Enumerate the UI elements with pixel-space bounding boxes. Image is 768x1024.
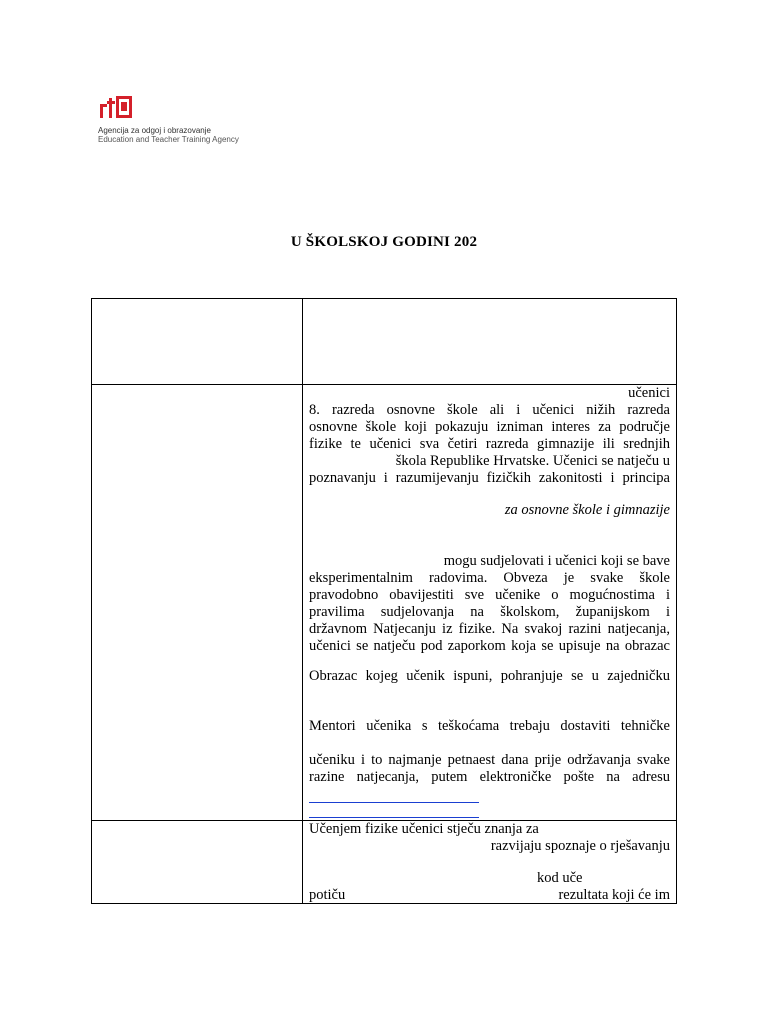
- text-line: učenici se natječu pod zaporkom koja se upisuje na obrazac: [309, 638, 670, 654]
- row2-italic: [309, 502, 670, 519]
- text-line: razine natjecanja, putem elektroničke pošte na adresu: [309, 769, 670, 785]
- aoo-logo-icon: [98, 92, 136, 120]
- row3-line-3: [309, 870, 670, 887]
- row2-paragraph-4b: [309, 752, 670, 786]
- row2-paragraph-2: [309, 553, 670, 655]
- email-link[interactable]: [309, 817, 479, 818]
- text-line: kod uče: [537, 870, 583, 886]
- text-line: mogu sudjelovati i učenici koji se bave: [443, 553, 670, 569]
- row2-content: [309, 385, 670, 487]
- agency-name-en: Education and Teacher Training Agency: [98, 135, 239, 144]
- text-line: eksperimentalnim radovima. Obveza je svake škole: [309, 570, 670, 586]
- column-divider: [302, 299, 303, 903]
- text-line: pravodobno obavijestiti sve učenike o mogućnostima i: [309, 587, 670, 603]
- text-line: škola Republike Hrvatske. Učenici se natječu u: [395, 453, 670, 469]
- document-title: U ŠKOLSKOJ GODINI 202: [290, 234, 478, 250]
- text-line: pravilima sudjelovanja na školskom, županijskom i: [309, 604, 670, 620]
- text-line: Učenjem fizike učenici stječu znanja za: [309, 821, 539, 837]
- text-line: [309, 887, 670, 904]
- text-line: Obrazac kojeg učenik ispuni, pohranjuje se u zajedničku: [309, 668, 670, 684]
- row3-line-4: [309, 887, 670, 904]
- text-line: učeniku i to najmanje petnaest dana prije održavanja svake: [309, 752, 670, 768]
- text-line: poznavanju i razumijevanju fizičkih zakonitosti i principa: [309, 470, 670, 486]
- text-line: Mentori učenika s teškoćama trebaju dostaviti tehničke: [309, 718, 670, 734]
- text-line: za osnovne škole i gimnazije: [504, 502, 670, 518]
- text-line: razvijaju spoznaje o rješavanju: [490, 838, 670, 854]
- text-line: državnom Natjecanju iz fizike. Na svakoj razini natjecanja,: [309, 621, 670, 637]
- row3-content: [309, 821, 670, 855]
- text-fragment: potiču: [309, 887, 346, 903]
- text-line: osnovne škole koji pokazuju izniman interes za područje: [309, 419, 670, 435]
- text-line: učenici: [628, 385, 670, 401]
- text-line: 8. razreda osnovne škole ali i učenici nižih razreda: [309, 402, 670, 418]
- text-line: fizike te učenici sva četiri razreda gimnazije ili srednjih: [309, 436, 670, 452]
- text-fragment: rezultata koji će im: [558, 887, 670, 903]
- row2-paragraph-3: [309, 668, 670, 685]
- info-table: [91, 298, 677, 904]
- agency-name-hr: Agencija za odgoj i obrazovanje: [98, 126, 211, 135]
- email-link[interactable]: [309, 802, 479, 803]
- row2-paragraph-4: [309, 718, 670, 735]
